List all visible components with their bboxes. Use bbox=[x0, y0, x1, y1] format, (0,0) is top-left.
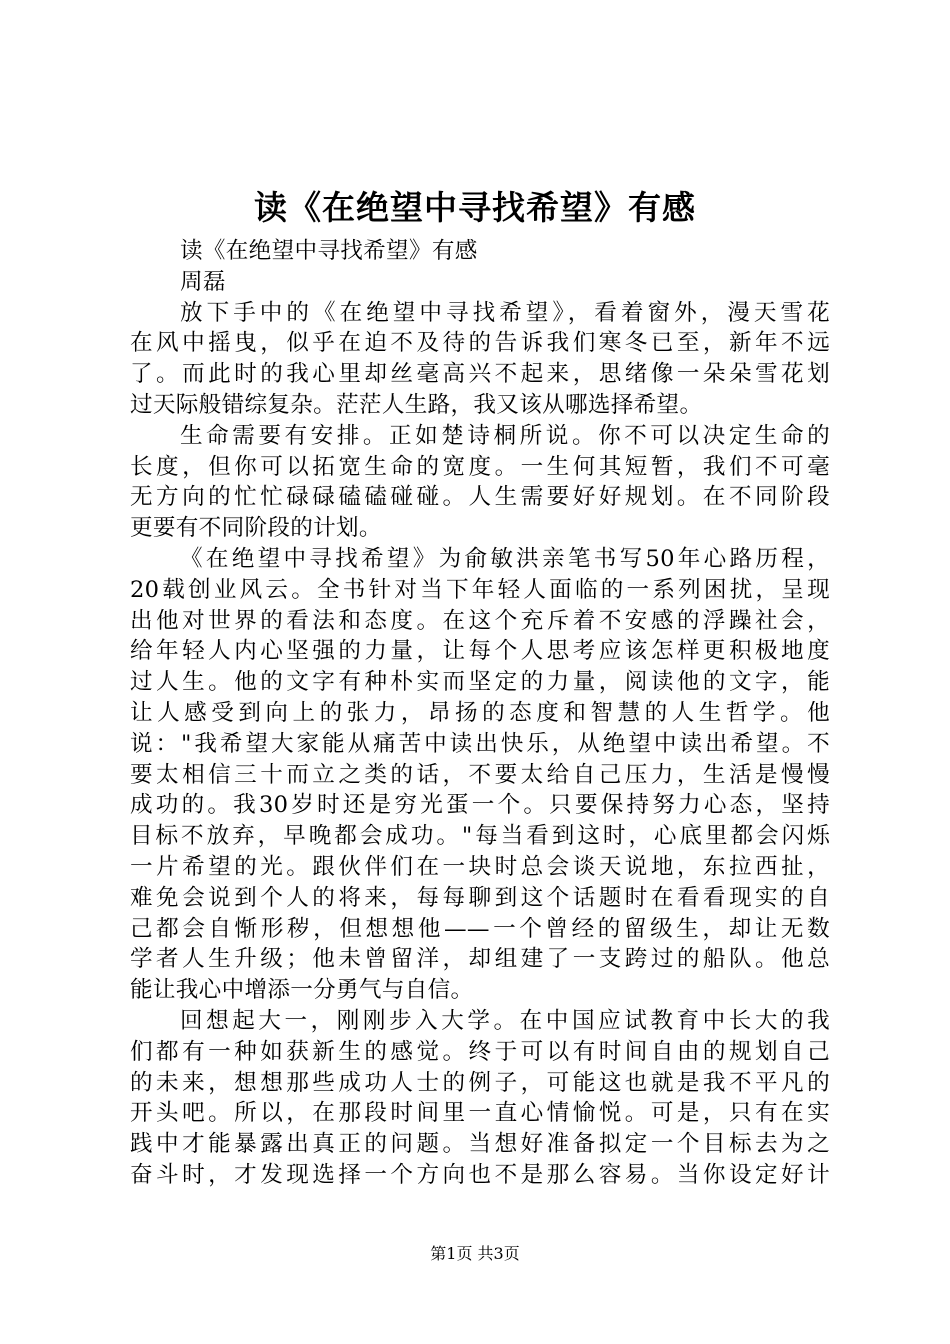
text-line: 出他对世界的看法和态度。在这个充斥着不安感的浮躁社会， bbox=[130, 607, 830, 634]
text-line: 《在绝望中寻找希望》为俞敏洪亲笔书写50年心路历程， bbox=[180, 545, 830, 572]
text-line: 己都会自惭形秽，但想想他——一个曾经的留级生，却让无数 bbox=[130, 915, 830, 942]
page-number: 第1页 共3页 bbox=[430, 1244, 520, 1263]
text-line: 无方向的忙忙碌碌磕磕碰碰。人生需要好好规划。在不同阶段 bbox=[130, 484, 830, 511]
text-line: 一片希望的光。跟伙伴们在一块时总会谈天说地，东拉西扯， bbox=[130, 853, 830, 880]
text-line: 的未来，想想那些成功人士的例子，可能这也就是我不平凡的 bbox=[130, 1069, 830, 1096]
text-line: 过天际般错综复杂。茫茫人生路，我又该从哪选择希望。 bbox=[130, 391, 703, 418]
text-line: 践中才能暴露出真正的问题。当想好准备拟定一个目标去为之 bbox=[130, 1131, 830, 1158]
text-line: 读《在绝望中寻找希望》有感 bbox=[180, 238, 478, 264]
text-line: 成功的。我30岁时还是穷光蛋一个。只要保持努力心态，坚持 bbox=[130, 792, 830, 819]
text-line: 要太相信三十而立之类的话，不要太给自己压力，生活是慢慢 bbox=[130, 761, 830, 788]
text-line: 给年轻人内心坚强的力量，让每个人思考应该怎样更积极地度 bbox=[130, 638, 830, 665]
text-line: 奋斗时，才发现选择一个方向也不是那么容易。当你设定好计 bbox=[130, 1161, 830, 1188]
text-line: 们都有一种如获新生的感觉。终于可以有时间自由的规划自己 bbox=[130, 1038, 830, 1065]
text-line: 目标不放弃，早晚都会成功。"每当看到这时，心底里都会闪烁 bbox=[130, 823, 830, 850]
text-line: 周磊 bbox=[180, 268, 226, 295]
text-line: 能让我心中增添一分勇气与自信。 bbox=[130, 977, 474, 1004]
text-line: 了。而此时的我心里却丝毫高兴不起来，思绪像一朵朵雪花划 bbox=[130, 361, 830, 388]
text-line: 放下手中的《在绝望中寻找希望》，看着窗外，漫天雪花 bbox=[180, 299, 830, 326]
text-line: 说："我希望大家能从痛苦中读出快乐，从绝望中读出希望。不 bbox=[130, 730, 830, 757]
text-line: 学者人生升级；他未曾留洋，却组建了一支跨过的船队。他总 bbox=[130, 946, 830, 973]
text-line: 长度，但你可以拓宽生命的宽度。一生何其短暂，我们不可毫 bbox=[130, 453, 830, 480]
text-line: 难免会说到个人的将来，每每聊到这个话题时在看看现实的自 bbox=[130, 884, 830, 911]
text-line: 开头吧。所以，在那段时间里一直心情愉悦。可是，只有在实 bbox=[130, 1100, 830, 1127]
document-body bbox=[130, 236, 830, 1191]
text-line: 让人感受到向上的张力，昂扬的态度和智慧的人生哲学。他 bbox=[130, 699, 830, 726]
text-line: 更要有不同阶段的计划。 bbox=[130, 515, 382, 542]
text-line: 过人生。他的文字有种朴实而坚定的力量，阅读他的文字，能 bbox=[130, 669, 830, 696]
text-line: 在风中摇曳，似乎在迫不及待的告诉我们寒冬已至，新年不远 bbox=[130, 330, 830, 357]
text-line: 20载创业风云。全书针对当下年轻人面临的一系列困扰，呈现 bbox=[130, 576, 830, 603]
text-line: 回想起大一，刚刚步入大学。在中国应试教育中长大的我 bbox=[180, 1007, 830, 1034]
text-line: 生命需要有安排。正如楚诗桐所说。你不可以决定生命的 bbox=[180, 422, 830, 449]
document-title: 读《在绝望中寻找希望》有感 bbox=[254, 188, 696, 227]
